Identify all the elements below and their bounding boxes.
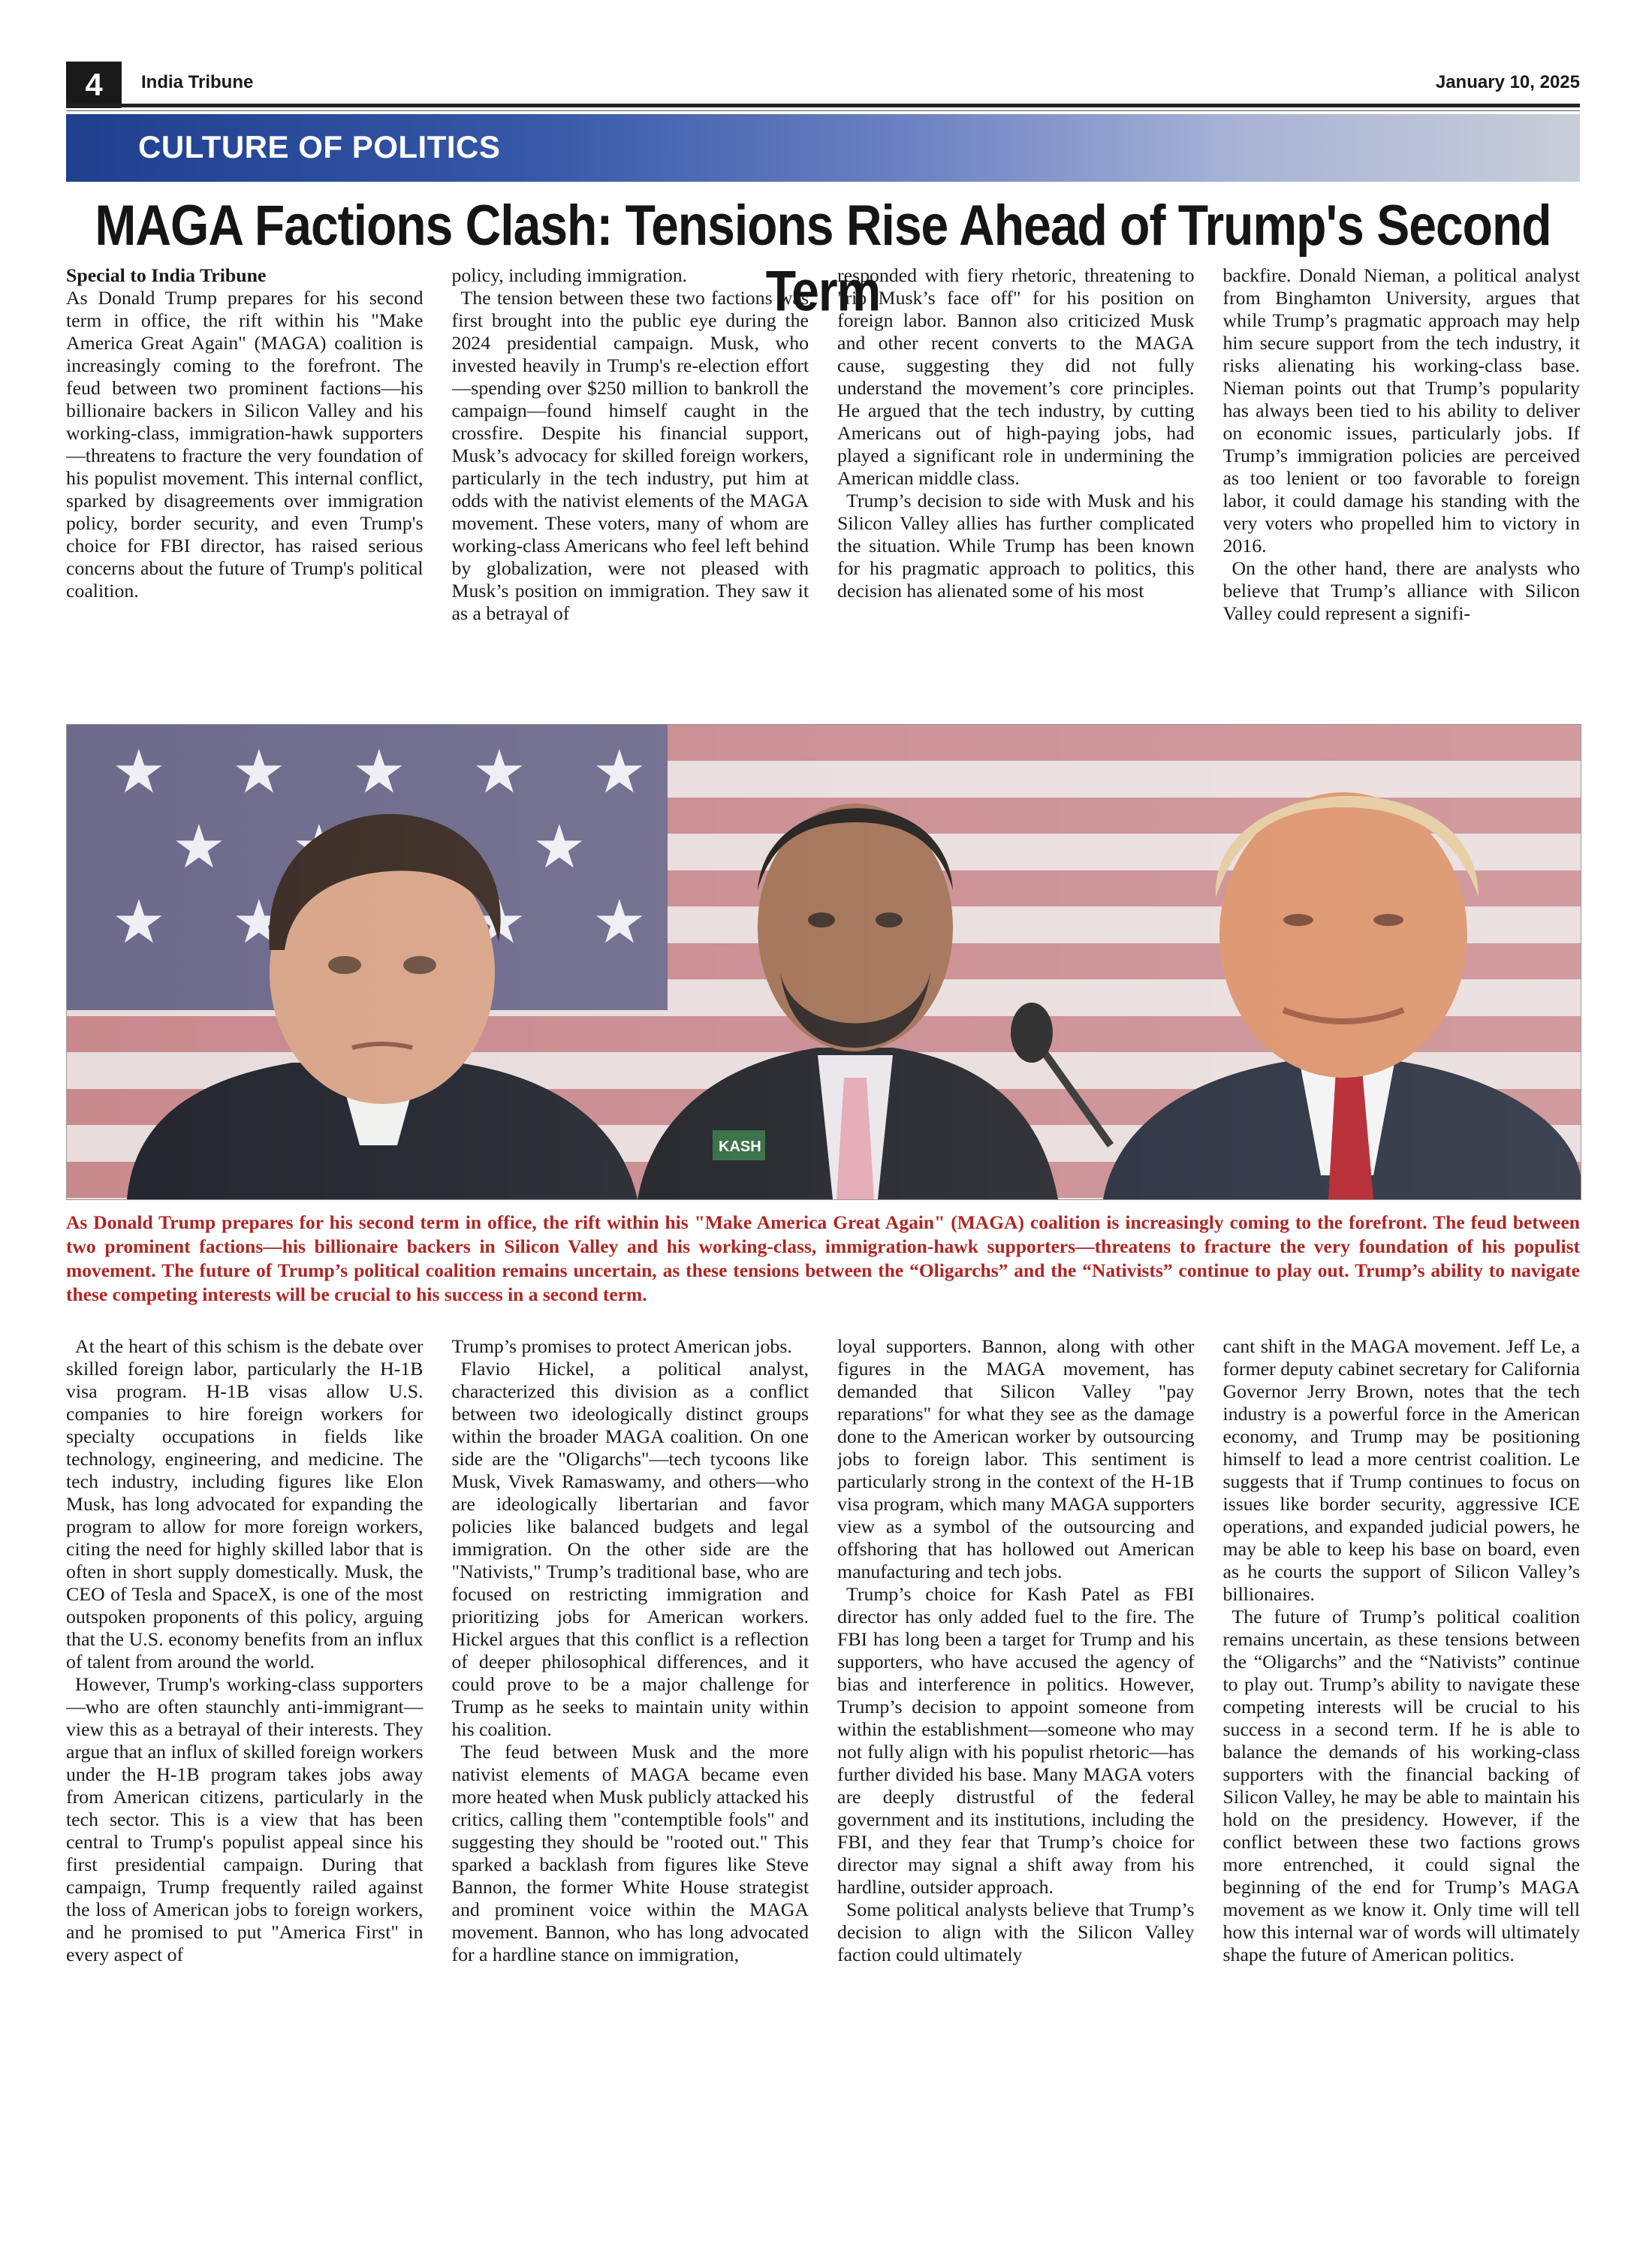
article-photo — [66, 724, 1581, 1200]
header-rule — [66, 104, 1580, 107]
top-columns — [66, 264, 1580, 715]
page-number: 4 — [66, 62, 122, 108]
paragraph: The feud between Musk and the more nativist elements of MAGA became even more heated when Musk publicly attacked his critics, calling them "contemptible fools" and suggesting they should be "rooted out." This sparked a backlash from figures like Steve Bannon, the former White House strategist and prominent voice within the MAGA movement. Bannon, who has long advocated for a hardline stance on immigration, — [451, 1741, 809, 1965]
column-3 — [837, 264, 1195, 715]
paragraph: On the other hand, there are analysts who believe that Trump’s alliance with Silicon Valley could represent a signifi- — [1222, 557, 1580, 624]
paragraph: policy, including immigration. — [451, 264, 688, 286]
newspaper-name: India Tribune — [141, 72, 254, 92]
paragraph: Trump’s promises to protect American jobs. — [451, 1335, 792, 1357]
paragraph: At the heart of this schism is the debate over skilled foreign labor, particularly the H-1B visa program. H-1B visas allow U.S. companies to hire foreign workers for specialty occupations in fields like technology, engineering, and medicine. The tech industry, including figures like Elon Musk, has long advocated for expanding the program to allow for more foreign workers, citing the need for highly skilled labor that is often in short supply domestically. Musk, the CEO of Tesla and SpaceX, is one of the most outspoken proponents of this policy, arguing that the U.S. economy benefits from an influx of talent from around the world. — [66, 1335, 424, 1672]
paragraph: Some political analysts believe that Trump’s decision to align with the Silicon Valley faction could ultimately — [837, 1899, 1195, 1965]
bottom-columns — [66, 1335, 1580, 2191]
issue-date: January 10, 2025 — [1435, 72, 1580, 92]
paragraph: cant shift in the MAGA movement. Jeff Le, a former deputy cabinet secretary for California Governor Jerry Brown, notes that the tech industry is a powerful force in the American economy, and Trump may be positioning himself to lead a more centrist coalition. Le suggests that if Trump continues to focus on issues like border security, aggressive ICE operations, and expanded judicial powers, he may be able to keep his base on board, even as he courts the support of Silicon Valley’s billionaires. — [1222, 1335, 1580, 1605]
paragraph: However, Trump's working-class supporters—who are often staunchly anti-immigrant—view this as a betrayal of their interests. They argue that an influx of skilled foreign workers under the H-1B program takes jobs away from American citizens, particularly in the tech sector. This is a view that has been central to Trump's populist appeal since his first presidential campaign. During that campaign, Trump frequently railed against the loss of American jobs to foreign workers, and he promised to put "America First" in every aspect of — [66, 1673, 424, 1965]
column-2 — [452, 264, 809, 715]
column-3 — [837, 1335, 1195, 2191]
paragraph: loyal supporters. Bannon, along with other figures in the MAGA movement, has demanded that Silicon Valley "pay reparations" for what they see as the damage done to the American worker by outsourcing jobs to foreign labor. This sentiment is particularly strong in the context of the H-1B visa program, which many MAGA supporters view as a symbol of the outsourcing and offshoring that has hollowed out American manufacturing and tech jobs. — [837, 1335, 1195, 1582]
paragraph: Trump’s decision to side with Musk and his Silicon Valley allies has further complicated the situation. While Trump has been known for his pragmatic approach to politics, this decision has alienated some of his most — [837, 490, 1195, 602]
paragraph: backfire. Donald Nieman, a political analyst from Binghamton University, argues that while Trump’s pragmatic approach may help him secure support from the tech industry, it risks alienating his working-class base. Nieman points out that Trump’s popularity has always been tied to his ability to deliver on economic issues, particularly jobs. If Trump’s immigration policies are perceived as too lenient or too favorable to foreign labor, it could damage his standing with the very voters who propelled him to victory in 2016. — [1222, 264, 1580, 556]
headline: MAGA Factions Clash: Tensions Rise Ahead of Trump's Second Term — [95, 193, 1551, 323]
column-1 — [66, 1335, 424, 2191]
paragraph: As Donald Trump prepares for his second term in office, the rift within his "Make America Great Again" (MAGA) coalition is increasingly coming to the forefront. The feud between two prominent factions—his billionaire backers in Silicon Valley and his working-class, immigration-hawk supporters—threatens to fracture the very foundation of his populist movement. This internal conflict, sparked by disagreements over immigration policy, border security, and even Trump's choice for FBI director, has raised serious concerns about the future of Trump's political coalition. — [66, 287, 424, 602]
column-4 — [1223, 1335, 1581, 2191]
paragraph: Flavio Hickel, a political analyst, characterized this division as a conflict between two ideologically distinct groups within the broader MAGA coalition. On one side are the "Oligarchs"—tech tycoons like Musk, Vivek Ramaswamy, and others—who are ideologically libertarian and favor policies like balanced budgets and legal immigration. On the other side are the "Nativists," Trump’s traditional base, who are focused on restricting immigration and prioritizing jobs for American workers. Hickel argues that this conflict is a reflection of deeper philosophical differences, and it could prove to be a major challenge for Trump as he seeks to maintain unity within his coalition. — [451, 1358, 809, 1740]
section-title: CULTURE OF POLITICS — [138, 129, 501, 164]
column-2 — [452, 1335, 809, 2191]
column-1 — [66, 264, 424, 715]
paragraph: responded with fiery rhetoric, threatening to "rip Musk’s face off" for his position on foreign labor. Bannon also criticized Musk and other recent converts to the MAGA cause, suggesting they did not fully understand the movement’s core principles. He argued that the tech industry, by cutting Americans out of high-paying jobs, had played a significant role in undermining the American middle class. — [837, 264, 1195, 489]
paragraph: Trump’s choice for Kash Patel as FBI director has only added fuel to the fire. The FBI has long been a target for Trump and his supporters, who have accused the agency of bias and interference in politics. However, Trump’s decision to appoint someone from within the establishment—someone who may not fully align with his populist rhetoric—has further divided his base. Many MAGA voters are deeply distrustful of the federal government and its institutions, including the FBI, and they fear that Trump’s choice for director may signal a shift away from his hardline, outsider approach. — [837, 1583, 1195, 1898]
header-rule-thin — [66, 110, 1580, 111]
section-band — [66, 114, 1580, 182]
paragraph: The tension between these two factions was first brought into the public eye during the 2024 presidential campaign. Musk, who invested heavily in Trump's re-election effort—spending over $250 million to bankroll the campaign—found himself caught in the crossfire. Despite his financial support, Musk’s advocacy for skilled foreign workers, particularly in the tech industry, put him at odds with the nativist elements of the MAGA movement. These voters, many of whom are working-class Americans who feel left behind by globalization, were not pleased with Musk’s position on immigration. They saw it as a betrayal of — [451, 287, 809, 624]
column-4 — [1223, 264, 1581, 715]
photo-caption: As Donald Trump prepares for his second term in office, the rift within his "Make America Great Again" (MAGA) coalition is increasingly coming to the forefront. The feud between two prominent factions—his billionaire backers in Silicon Valley and his working-class, immigration-hawk supporters—threatens to fracture the very foundation of his populist movement. The future of Trump’s political coalition remains uncertain, as these tensions between the “Oligarchs” and the “Nativists” continue to play out. Trump’s ability to navigate these competing interests will be crucial to his success in a second term. — [66, 1211, 1580, 1305]
paragraph: The future of Trump’s political coalition remains uncertain, as these tensions between the “Oligarchs” and the “Nativists” continue to play out. Trump’s ability to navigate these competing interests will be crucial to his success in a second term. If he is able to balance the demands of his working-class supporters with the financial backing of Silicon Valley, he may be able to maintain his hold on the presidency. However, if the conflict between these two factions grows more entrenched, it could signal the beginning of the end for Trump’s MAGA movement as we know it. Only time will tell how this internal war of words will ultimately shape the future of American politics. — [1222, 1606, 1580, 1965]
byline: Special to India Tribune — [66, 264, 267, 286]
